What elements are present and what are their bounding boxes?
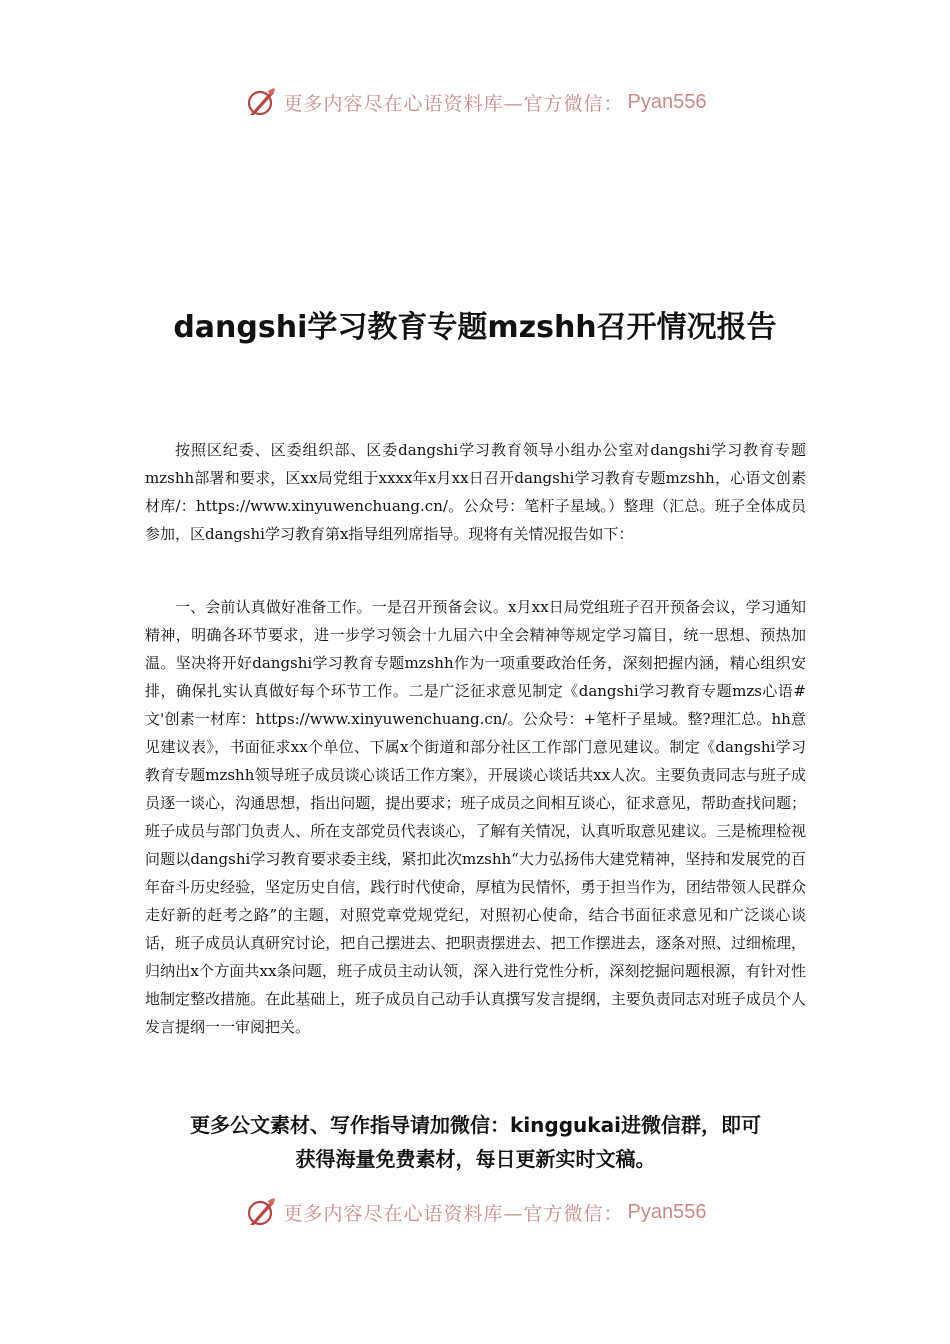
watermark-wechat-id: Pyan556 xyxy=(627,90,707,113)
watermark-footer xyxy=(0,1190,950,1234)
quill-logo-icon xyxy=(244,85,278,119)
paragraph-intro: 按照区纪委、区委组织部、区委dangshi学习教育领导小组办公室对dangshi学习教育专题mzshh部署和要求，区xx局党组于xxxx年x月xx日召开dangshi学习教育专题mzshh，心语文创素材库/：https://www.xinyuwenchuang.cn/。公众号：笔杆子星域。）整理（汇总。班子全体成员参加，区dangshi学习教育第x指导组列席指导。现将有关情况报告如下： xyxy=(145,441,806,543)
paragraph-preparation: 一、会前认真做好准备工作。一是召开预备会议。x月xx日局党组班子召开预备会议，学习通知精神，明确各环节要求，进一步学习领会十九届六中全会精神等规定学习篇目，统一思想、预热加温。坚决将开好dangshi学习教育专题mzshh作为一项重要政治任务，深刻把握内涵，精心组织安排，确保扎实认真做好每个环节工作。二是广泛征求意见制定《dangshi学习教育专题mzs心语#文'创素一材库：https://www.xinyuwenchuang.cn/。公众号：+笔杆子星域。整?理汇总。hh意见建议表》，书面征求xx个单位、下属x个街道和部分社区工作部门意见建议。制定《dangshi学习教育专题mzshh领导班子成员谈心谈话工作方案》，开展谈心谈话共xx人次。主要负责同志与班子成员逐一谈心，沟通思想，指出问题，提出要求；班子成员之间相互谈心，征求意见，帮助查找问题；班子成员与部门负责人、所在支部党员代表谈心，了解有关情况，认真听取意见建议。三是梳理检视问题以dangshi学习教育要求委主线，紧扣此次mzshh“大力弘扬伟大建党精神，坚持和发展党的百年奋斗历史经验，坚定历史自信，践行时代使命，厚植为民情怀，勇于担当作为，团结带领人民群众走好新的赶考之路”的主题，对照党章党规党纪，对照初心使命，结合书面征求意见和广泛谈心谈话，班子成员认真研究讨论，把自己摆进去、把职责摆进去、把工作摆进去，逐条对照、过细梳理，归纳出x个方面共xx条问题，班子成员主动认领，深入进行党性分析，深刻挖掘问题根源，有针对性地制定整改措施。在此基础上，班子成员自己动手认真撰写发言提纲，主要负责同志对班子成员个人发言提纲一一审阅把关。 xyxy=(145,598,806,1036)
watermark-text: 更多内容尽在心语资料库—官方微信： xyxy=(283,1202,624,1225)
promo-line-2: 获得海量免费素材，每日更新实时文稿。 xyxy=(295,1147,656,1171)
quill-logo-icon xyxy=(244,1195,278,1229)
promo-notice xyxy=(145,1108,806,1176)
watermark-header xyxy=(0,80,950,124)
watermark-text: 更多内容尽在心语资料库—官方微信： xyxy=(283,92,624,115)
document-title: dangshi学习教育专题mzshh召开情况报告 xyxy=(173,310,777,345)
promo-line-1: 更多公文素材、写作指导请加微信：kinggukai进微信群，即可 xyxy=(190,1113,761,1137)
watermark-wechat-id: Pyan556 xyxy=(627,1200,707,1223)
